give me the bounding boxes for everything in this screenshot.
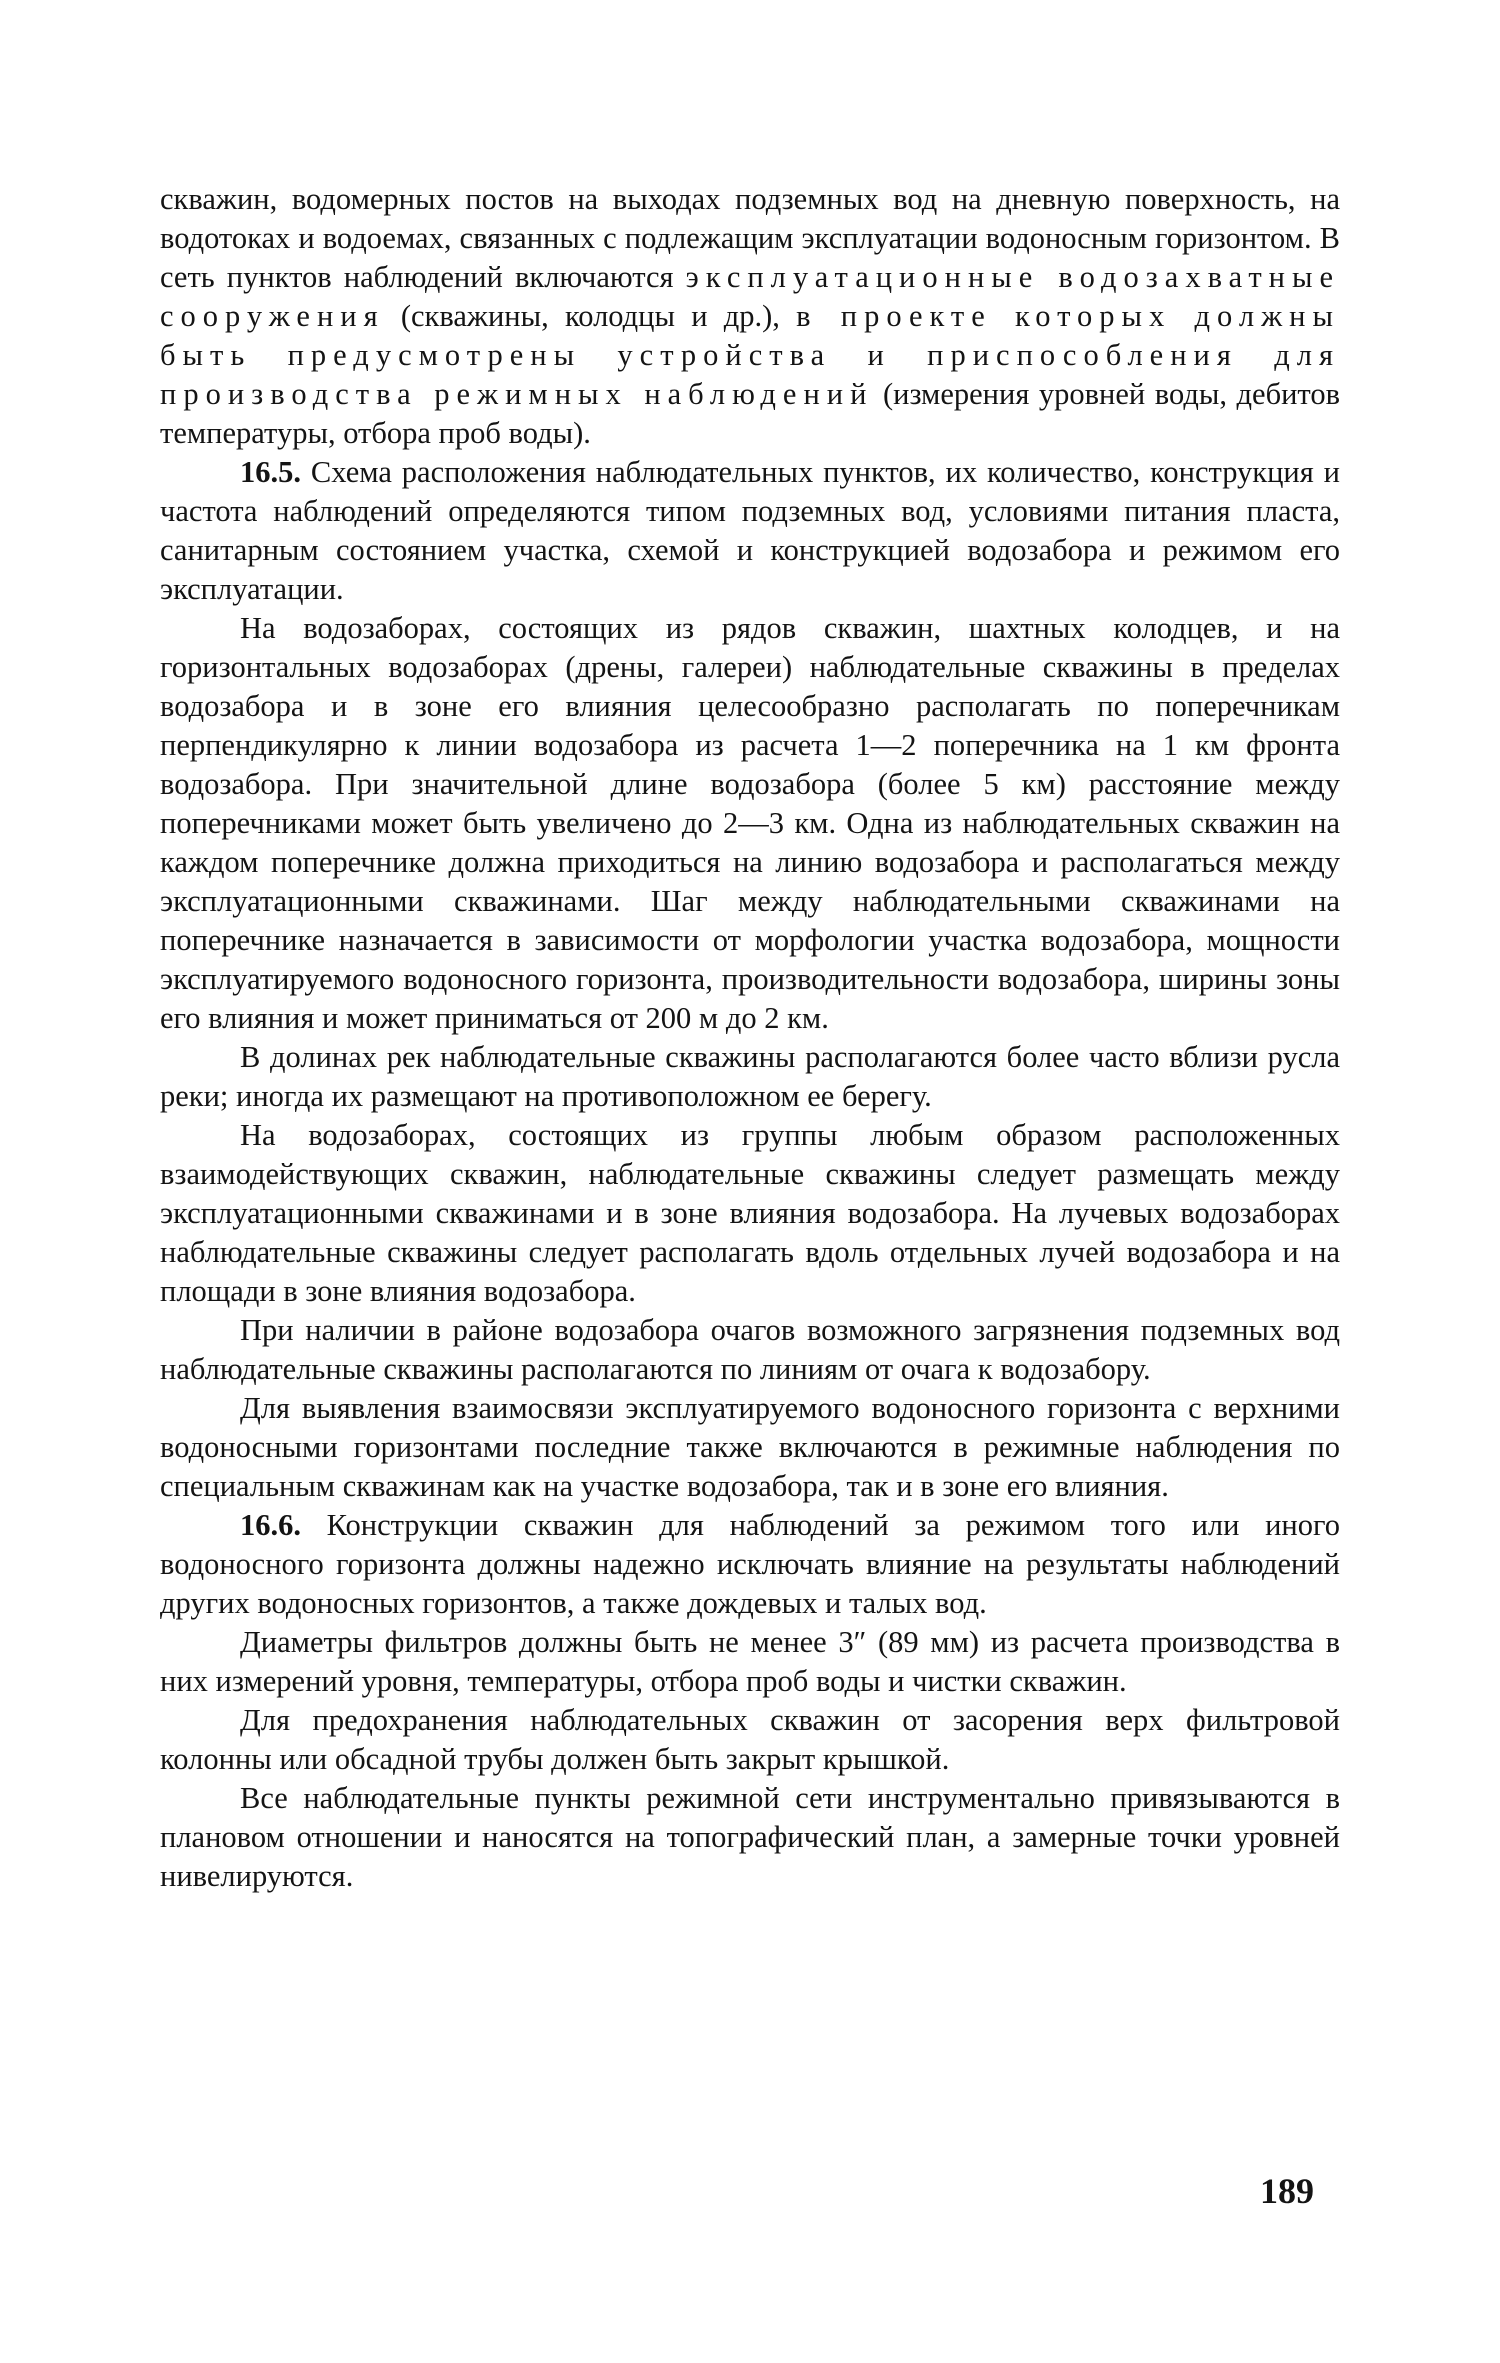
- paragraph-3: На водозаборах, состоящих из рядов скважин, шахтных колодцев, и на горизонтальных водозаборах (дрены, галереи) наблюдательные скважины в пределах водозабора и в зоне его влияния целесообразно располагать по поперечникам перпендикулярно к линии водозабора из расчета 1—2 поперечника на 1 км фронта водозабора. При значительной длине водозабора (более 5 км) расстояние между поперечниками может быть увеличено до 2—3 км. Одна из наблюдательных скважин на каждом поперечнике должна приходиться на линию водозабора и располагаться между эксплуатационными скважинами. Шаг между наблюдательными скважинами на поперечнике назначается в зависимости от морфологии участка водозабора, мощности эксплуатируемого водоносного горизонта, производительности водозабора, ширины зоны его влияния и может приниматься от 200 м до 2 км.: [160, 611, 1340, 1035]
- page-body: [160, 180, 1340, 1896]
- p1-text-e: (измерения уровней воды, дебитов температуры, отбора проб воды).: [160, 377, 1340, 450]
- paragraph-16-5: [160, 453, 1340, 609]
- p1-spaced-b: эксплуатационные водозахватные сооружения: [160, 260, 1340, 333]
- paragraph-9: Диаметры фильтров должны быть не менее 3″ (89 мм) из расчета производства в них измерений уровня, температуры, отбора проб воды и чистки скважин.: [160, 1625, 1340, 1698]
- paragraph-16-5-text: Схема расположения наблюдательных пунктов, их количество, конструкция и частота наблюдений определяются типом подземных вод, условиями питания пласта, санитарным состоянием участка, схемой и конструкцией водозабора и режимом его эксплуатации.: [160, 455, 1340, 606]
- p1-text-c: (скважины, колодцы и др.),: [384, 299, 797, 333]
- paragraph-5: На водозаборах, состоящих из группы любым образом расположенных взаимодействующих скважин, наблюдательные скважины следует размещать между эксплуатационными скважинами и в зоне влияния водозабора. На лучевых водозаборах наблюдательные скважины следует располагать вдоль отдельных лучей водозабора и на площади в зоне влияния водозабора.: [160, 1118, 1340, 1308]
- paragraph-16-6: [160, 1506, 1340, 1623]
- paragraph-6: При наличии в районе водозабора очагов возможного загрязнения подземных вод наблюдательные скважины располагаются по линиям от очага к водозабору.: [160, 1313, 1340, 1386]
- paragraph-1: [160, 180, 1340, 453]
- paragraph-4: В долинах рек наблюдательные скважины располагаются более часто вблизи русла реки; иногда их размещают на противоположном ее берегу.: [160, 1040, 1340, 1113]
- p1-text-a: скважин, водомерных постов на выходах подземных вод на дневную поверхность, на водотоках и водоемах, связанных с подлежащим эксплуатации водоносным горизонтом. В сеть пунктов наблюдений включаются: [160, 182, 1340, 294]
- paragraph-7: Для выявления взаимосвязи эксплуатируемого водоносного горизонта с верхними водоносными горизонтами последние также включаются в режимные наблюдения по специальным скважинам как на участке водозабора, так и в зоне его влияния.: [160, 1391, 1340, 1503]
- section-number-16-6: 16.6.: [240, 1508, 301, 1542]
- paragraph-10: Для предохранения наблюдательных скважин от засорения верх фильтровой колонны или обсадной трубы должен быть закрыт крышкой.: [160, 1703, 1340, 1776]
- p1-spaced-d: в проекте которых должны быть предусмотрены устройства и приспособления для производства режимных наблюдений: [160, 299, 1340, 411]
- page-number: 189: [1260, 2171, 1314, 2211]
- paragraph-11: Все наблюдательные пункты режимной сети инструментально привязываются в плановом отношении и наносятся на топографический план, а замерные точки уровней нивелируются.: [160, 1781, 1340, 1893]
- section-number-16-5: 16.5.: [240, 455, 301, 489]
- paragraph-16-6-text: Конструкции скважин для наблюдений за режимом того или иного водоносного горизонта должны надежно исключать влияние на результаты наблюдений других водоносных горизонтов, а также дождевых и талых вод.: [160, 1508, 1340, 1620]
